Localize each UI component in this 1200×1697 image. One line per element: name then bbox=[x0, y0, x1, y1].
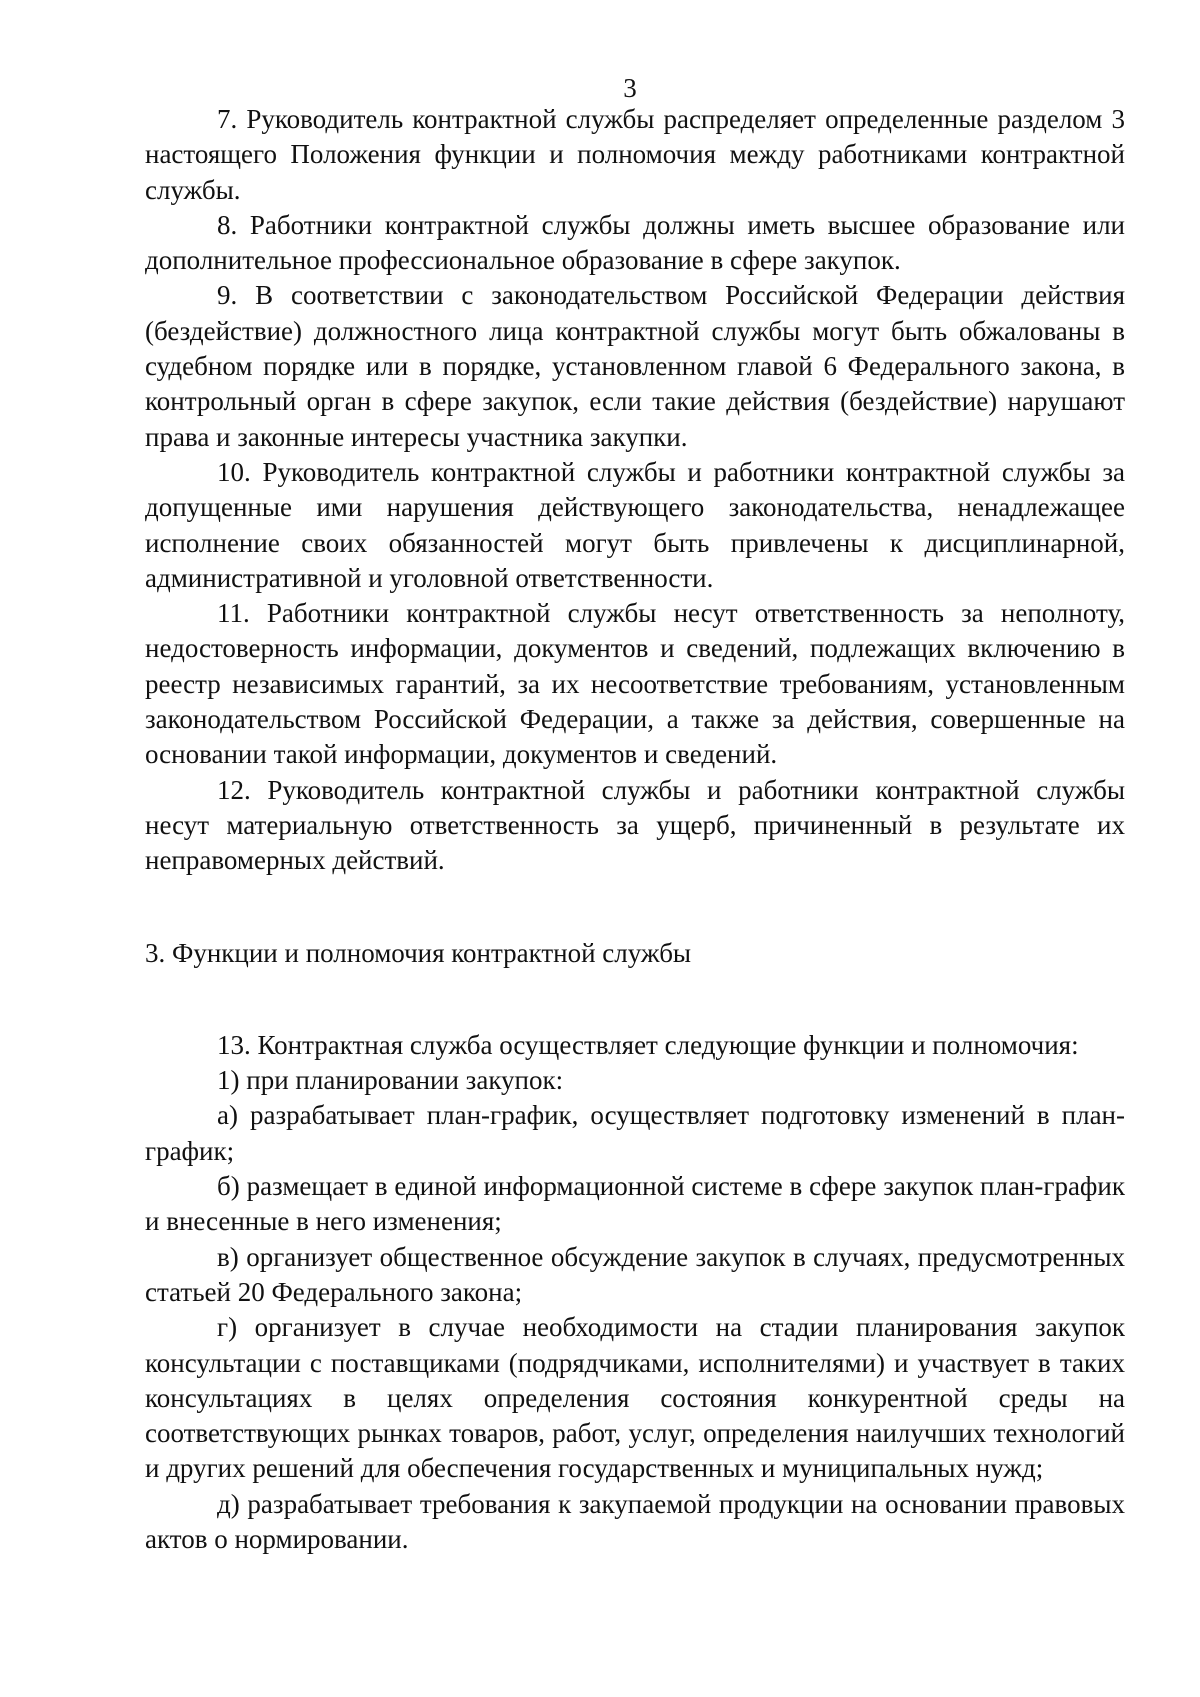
paragraph-7: 7. Руководитель контрактной службы распределяет определенные разделом 3 настоящего Положения функции и полномочия между работниками контрактной службы. bbox=[145, 104, 1125, 205]
list-item-v: в) организует общественное обсуждение закупок в случаях, предусмотренных статьей 20 Федерального закона; bbox=[145, 1241, 1125, 1307]
section-heading: 3. Функции и полномочия контрактной службы bbox=[145, 937, 692, 968]
document-body bbox=[145, 102, 1125, 1557]
list-item-a: а) разрабатывает план-график, осуществляет подготовку изменений в план-график; bbox=[145, 1100, 1125, 1166]
list-item-b: б) размещает в единой информационной системе в сфере закупок план-график и внесенные в него изменения; bbox=[145, 1171, 1125, 1237]
paragraph-8: 8. Работники контрактной службы должны иметь высшее образование или дополнительное профессиональное образование в сфере закупок. bbox=[145, 209, 1125, 276]
page-number: 3 bbox=[623, 73, 637, 103]
paragraph-12: 12. Руководитель контрактной службы и работники контрактной службы несут материальную ответственность за ущерб, причиненный в результате их неправомерных действий. bbox=[145, 774, 1125, 876]
list-item-g: г) организует в случае необходимости на стадии планирования закупок консультации с поставщиками (подрядчиками, исполнителями) и участвует в таких консультациях в целях определения состояния конкурентной среды на соответствующих рынках товаров, работ, услуг, определения наилучших технологий и других решений для обеспечения государственных и муниципальных нужд; bbox=[145, 1312, 1125, 1484]
paragraph-10: 10. Руководитель контрактной службы и работники контрактной службы за допущенные ими нарушения действующего законодательства, ненадлежащее исполнение своих обязанностей могут быть привлечены к дисциплинарной, административной и уголовной ответственности. bbox=[145, 456, 1125, 593]
list-item-1: 1) при планировании закупок: bbox=[217, 1065, 564, 1096]
paragraph-11: 11. Работники контрактной службы несут ответственность за неполноту, недостоверность информации, документов и сведений, подлежащих включению в реестр независимых гарантий, за их несоответствие требованиям, установленным законодательством Российской Федерации, а также за действия, совершенные на основании такой информации, документов и сведений. bbox=[145, 598, 1125, 770]
list-item-d: д) разрабатывает требования к закупаемой продукции на основании правовых актов о нормировании. bbox=[145, 1488, 1125, 1554]
paragraph-9: 9. В соответствии с законодательством Российской Федерации действия (бездействие) должностного лица контрактной службы могут быть обжалованы в судебном порядке или в порядке, установленном главой 6 Федерального закона, в контрольный орган в сфере закупок, если такие действия (бездействие) нарушают права и законные интересы участника закупки. bbox=[145, 280, 1125, 452]
paragraph-13: 13. Контрактная служба осуществляет следующие функции и полномочия: bbox=[217, 1029, 1079, 1060]
